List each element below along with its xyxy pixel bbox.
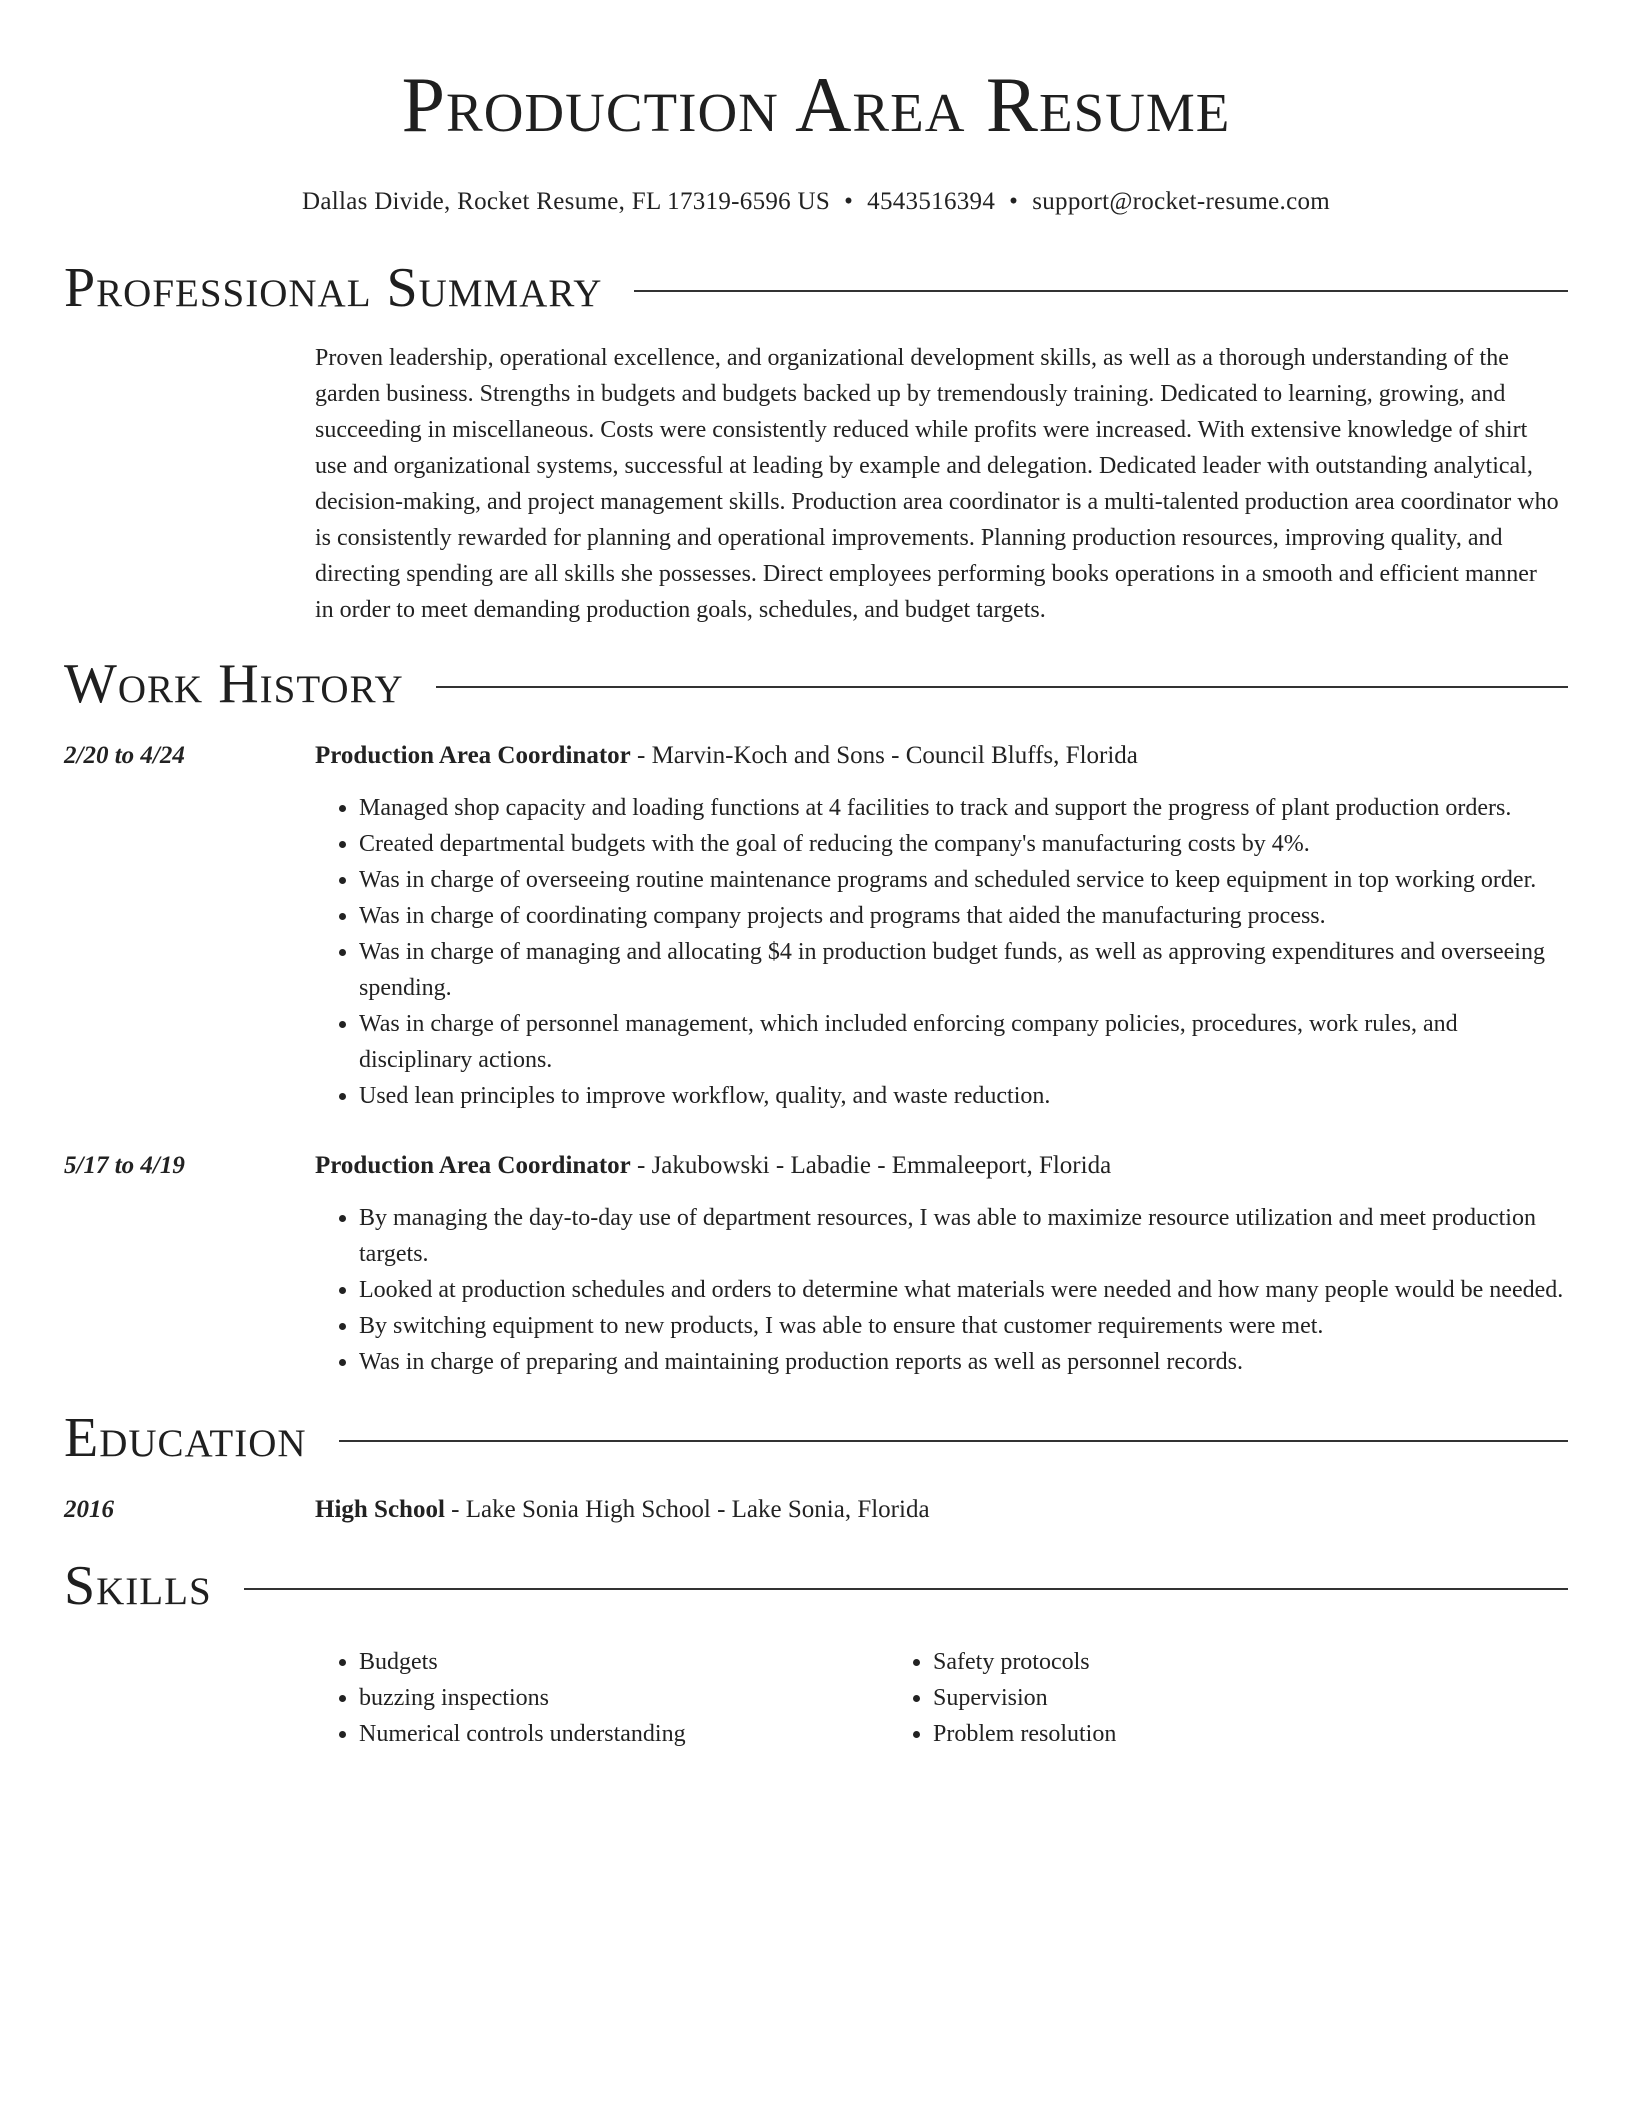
job-company: - Jakubowski - Labadie - Emmaleeport, Florida bbox=[630, 1152, 1112, 1179]
job-dates: 2/20 to 4/24 bbox=[64, 742, 185, 769]
section-heading-education: Education bbox=[64, 1407, 307, 1469]
education-line bbox=[315, 1492, 1568, 1528]
contact-email: support@rocket-resume.com bbox=[1032, 188, 1331, 215]
section-header-education bbox=[64, 1408, 1568, 1468]
list-item: • By managing the day-to-day use of department resources, I was able to maximize resource utilization and meet production targets. bbox=[359, 1200, 1568, 1272]
list-item: • Managed shop capacity and loading functions at 4 facilities to track and support the progress of plant production orders. bbox=[359, 790, 1568, 826]
list-item: • Used lean principles to improve workflow, quality, and waste reduction. bbox=[359, 1078, 1568, 1114]
skills-grid bbox=[315, 1644, 1568, 1752]
summary-body bbox=[315, 340, 1568, 628]
education-year: 2016 bbox=[64, 1496, 114, 1523]
skills-column-1 bbox=[315, 1644, 889, 1752]
job-entry bbox=[64, 738, 1568, 1114]
section-divider bbox=[634, 290, 1568, 292]
summary-row bbox=[64, 340, 1568, 628]
contact-address: Dallas Divide, Rocket Resume, FL 17319-6596 US bbox=[301, 188, 831, 215]
contact-phone: 4543516394 bbox=[867, 188, 996, 215]
contact-line bbox=[64, 186, 1568, 218]
job-company: - Marvin-Koch and Sons - Council Bluffs, Florida bbox=[630, 742, 1138, 769]
section-heading-work: Work History bbox=[64, 653, 404, 715]
education-school: - Lake Sonia High School - Lake Sonia, Florida bbox=[444, 1496, 930, 1523]
list-item: • Numerical controls understanding bbox=[359, 1716, 889, 1752]
job-title-line bbox=[315, 1148, 1568, 1184]
list-item: • Problem resolution bbox=[933, 1716, 1568, 1752]
job-entry bbox=[64, 1148, 1568, 1380]
list-item: • Budgets bbox=[359, 1644, 889, 1680]
list-item: • Was in charge of coordinating company projects and programs that aided the manufacturing process. bbox=[359, 898, 1568, 934]
section-header-skills bbox=[64, 1556, 1568, 1616]
contact-separator: • bbox=[844, 188, 854, 215]
section-heading-skills: Skills bbox=[64, 1555, 212, 1617]
job-bullets bbox=[315, 790, 1568, 1114]
job-body bbox=[315, 1148, 1568, 1380]
list-item: • buzzing inspections bbox=[359, 1680, 889, 1716]
contact-separator: • bbox=[1009, 188, 1019, 215]
section-divider bbox=[339, 1440, 1568, 1442]
education-body bbox=[315, 1492, 1568, 1528]
education-degree: High School bbox=[315, 1496, 445, 1523]
list-item: • Safety protocols bbox=[933, 1644, 1568, 1680]
section-divider bbox=[436, 686, 1568, 688]
section-header-summary bbox=[64, 258, 1568, 318]
job-body bbox=[315, 738, 1568, 1114]
section-divider bbox=[244, 1588, 1568, 1590]
section-heading-summary: Professional Summary bbox=[64, 257, 603, 319]
list-item: • Created departmental budgets with the goal of reducing the company's manufacturing costs by 4%. bbox=[359, 826, 1568, 862]
job-dates: 5/17 to 4/19 bbox=[64, 1152, 185, 1179]
resume-title: Production Area Resume bbox=[401, 61, 1231, 148]
summary-text: Proven leadership, operational excellence, and organizational development skills, as well as a thorough understanding of the garden business. Strengths in budgets and budgets backed up by tremendously training. Dedicated to learning, growing, and succeeding in miscellaneous. Costs were consistently reduced while profits were increased. With extensive knowledge of shirt use and organizational systems, successful at leading by example and delegation. Dedicated leader with outstanding analytical, decision-making, and project management skills. Production area coordinator is a multi-talented production area coordinator who is consistently rewarded for planning and operational improvements. Planning production resources, improving quality, and directing spending are all skills she possesses. Direct employees performing books operations in a smooth and efficient manner in order to meet demanding production goals, schedules, and budget targets. bbox=[315, 345, 1559, 623]
list-item: • Was in charge of personnel management, which included enforcing company policies, procedures, work rules, and disciplinary actions. bbox=[359, 1006, 1568, 1078]
list-item: • Was in charge of overseeing routine maintenance programs and scheduled service to keep equipment in top working order. bbox=[359, 862, 1568, 898]
job-title-line bbox=[315, 738, 1568, 774]
education-entry bbox=[64, 1492, 1568, 1528]
skills-row bbox=[64, 1644, 1568, 1752]
summary-left-spacer bbox=[64, 340, 315, 628]
skills-left-spacer bbox=[64, 1644, 315, 1752]
job-bullets bbox=[315, 1200, 1568, 1380]
skills-column-2 bbox=[889, 1644, 1568, 1752]
list-item: • By switching equipment to new products, I was able to ensure that customer requirements were met. bbox=[359, 1308, 1568, 1344]
section-header-work bbox=[64, 654, 1568, 714]
job-title: Production Area Coordinator bbox=[315, 742, 631, 769]
list-item: • Was in charge of managing and allocating $4 in production budget funds, as well as approving expenditures and overseeing spending. bbox=[359, 934, 1568, 1006]
list-item: • Was in charge of preparing and maintaining production reports as well as personnel records. bbox=[359, 1344, 1568, 1380]
list-item: • Supervision bbox=[933, 1680, 1568, 1716]
list-item: • Looked at production schedules and orders to determine what materials were needed and how many people would be needed. bbox=[359, 1272, 1568, 1308]
job-title: Production Area Coordinator bbox=[315, 1152, 631, 1179]
